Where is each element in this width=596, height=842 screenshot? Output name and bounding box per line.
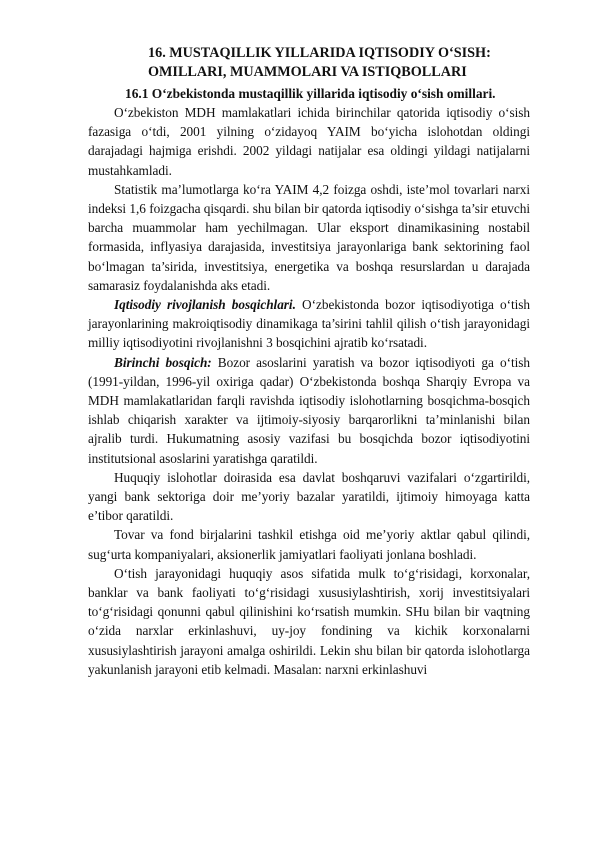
paragraph-7-text: O‘tish jarayonidagi huquqiy asos sifatida mulk to‘g‘risidagi, korxonalar, banklar va bank faoliyati to‘g‘risidagi xususiylashtirish, xorij investitsiyalari to‘g‘risidagi qonunni qabul qilinishini ko‘rsatish mumkin. SHu bilan bir vaqtning o‘zida narxlar erkinlashuvi, uy-joy fondining va kichik korxonalarni xususiylashtirish jarayoni amalga oshirildi. Lekin shu bilan bir qatorda islohotlarga yakunlanish jarayoni etib kelmadi. Masalan: narxni erkinlashuvi (88, 565, 530, 677)
chapter-title (88, 44, 530, 82)
chapter-title-line-2: OMILLARI, MUAMMOLARI VA ISTIQBOLLARI (148, 64, 467, 80)
paragraph-6-text: Tovar va fond birjalarini tashkil etishga oid me’yoriy aktlar qabul qilindi, sug‘urta kompaniyalari, aksionerlik jamiyatlari faoliyati jonlana boshladi. (88, 527, 530, 562)
paragraph-4-lead: Birinchi bosqich: (114, 354, 212, 370)
paragraph-1 (88, 103, 530, 180)
paragraph-3 (88, 295, 530, 353)
paragraph-5 (88, 468, 530, 526)
document-page (88, 44, 530, 679)
paragraph-4 (88, 353, 530, 468)
paragraph-3-text: O‘zbekistonda bozor iqtisodiyotiga o‘tish jarayonlarining makroiqtisodiy dinamikaga ta’sirini tahlil qilish o‘tish jarayonidagi milliy iqtisodiyotini rivojlanishni 3 bosqichini ajratib ko‘rsatadi. (88, 297, 531, 351)
paragraph-5-text: Huquqiy islohotlar doirasida esa davlat boshqaruvi vazifalari o‘zgartirildi, yangi bank sektoriga doir me’yoriy bazalar yaratildi, ijtimoiy himoyaga katta e’tibor qaratildi. (88, 469, 530, 524)
paragraph-1-text: O‘zbekiston MDH mamlakatlari ichida birinchilar qatorida iqtisodiy o‘sish fazasiga o‘tdi, 2001 yilning o‘zidayoq YAIM bo‘yicha islohotdan oldingi darajadagi hajmiga erishdi. 2002 yildagi natijalar esa oldingi yildagi natijalarni mustahkamladi. (88, 105, 530, 178)
paragraph-6 (88, 525, 530, 563)
paragraph-4-text: Bozor asoslarini yaratish va bozor iqtisodiyoti ga o‘tish (1991-yildan, 1996-yil oxiriga qadar) O‘zbekistonda boshqa Sharqiy Evropa va MDH mamlakatlaridan farqli ravishda iqtisodiy islohotlarning bosqichma-bosqich ishlab chiqarish xarakter va ijtimoiy-siyosiy barqarorlikni ta’minlanishi bilan ajralib turdi. Hukumatning asosiy vazifasi bu bosqichda bozor iqtisodiyotini institutsional asoslarini yaratishga qaratildi. (88, 354, 530, 466)
paragraph-3-lead: Iqtisodiy rivojlanish bosqichlari. (114, 297, 296, 313)
paragraph-7 (88, 564, 530, 679)
section-title: 16.1 O‘zbekistonda mustaqillik yillarida iqtisodiy o‘sish omillari. (125, 86, 496, 101)
paragraph-2 (88, 180, 530, 295)
paragraph-2-text: Statistik ma’lumotlarga ko‘ra YAIM 4,2 foizga oshdi, iste’mol tovarlari narxi indeksi 1,6 foizgacha qisqardi. shu bilan bir qatorda iqtisodiy o‘sishga ta’sir etuvchi barcha muammolar ham yechilmagan. Ular eksport dinamikasining nostabil formasida, inflyasiya darajasida, investitsiya jarayonlariga bank sektorining faol bo‘lmagan ta’sirida, investitsiya, energetika va boshqa resurslardan u darajada samarasiz foydalanishda aks etadi. (88, 181, 530, 293)
chapter-title-line-1: 16. MUSTAQILLIK YILLARIDA IQTISODIY O‘SISH: (148, 45, 491, 61)
